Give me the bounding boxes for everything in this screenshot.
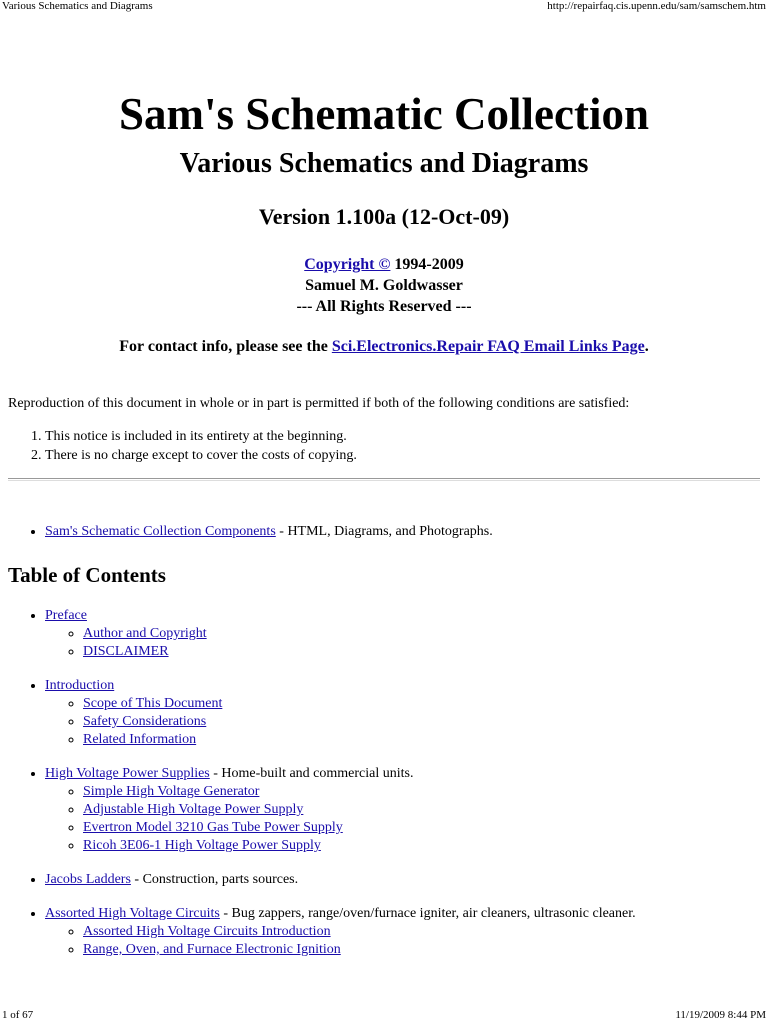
condition-item: 2. There is no charge except to cover the costs of copying. bbox=[45, 446, 357, 465]
rights-notice: --- All Rights Reserved --- bbox=[296, 298, 472, 315]
toc-subsection bbox=[83, 695, 768, 713]
toc-subsection-list bbox=[45, 923, 768, 959]
toc-subsection-link[interactable]: Adjustable High Voltage Power Supply bbox=[83, 802, 304, 817]
toc-subsection-link[interactable]: Related Information bbox=[83, 732, 197, 747]
toc-subsection-link[interactable]: DISCLAIMER bbox=[83, 644, 169, 659]
toc-subsection bbox=[83, 923, 768, 941]
toc-subsection-link[interactable]: Scope of This Document bbox=[83, 696, 223, 711]
document-subtitle: Various Schematics and Diagrams bbox=[179, 148, 589, 179]
components-link[interactable]: Sam's Schematic Collection Components bbox=[45, 524, 276, 539]
toc-subsection-link[interactable]: Range, Oven, and Furnace Electronic Ignition bbox=[83, 942, 341, 957]
toc-subsection bbox=[83, 625, 768, 643]
toc-subsection bbox=[83, 713, 768, 731]
components-desc: - HTML, Diagrams, and Photographs. bbox=[275, 524, 493, 539]
contact-line bbox=[0, 338, 768, 356]
toc-subsection-link[interactable]: Assorted High Voltage Circuits Introduction bbox=[83, 924, 331, 939]
toc-subsection-link[interactable]: Safety Considerations bbox=[83, 714, 207, 729]
version-line: Version 1.100a (12-Oct-09) bbox=[258, 204, 510, 229]
toc-section-desc: - Bug zappers, range/oven/furnace igniter, air cleaners, ultrasonic cleaner. bbox=[219, 906, 636, 921]
page-number: 1 of 67 bbox=[2, 1009, 34, 1021]
toc-subsection bbox=[83, 731, 768, 749]
toc-section-link[interactable]: Jacobs Ladders bbox=[45, 872, 131, 887]
copyright-block bbox=[0, 254, 768, 317]
toc-subsection bbox=[83, 801, 768, 819]
toc-subsection bbox=[83, 941, 768, 959]
toc-subsection-link[interactable]: Evertron Model 3210 Gas Tube Power Supply bbox=[83, 820, 343, 835]
components-list bbox=[8, 523, 493, 541]
toc-subsection bbox=[83, 643, 768, 661]
toc-section-desc: - Construction, parts sources. bbox=[130, 872, 299, 887]
copyright-link[interactable]: Copyright © bbox=[304, 256, 391, 273]
toc-subsection-list bbox=[45, 695, 768, 749]
contact-suffix: . bbox=[644, 338, 649, 355]
contact-prefix: For contact info, please see the bbox=[119, 338, 332, 355]
header-title: Various Schematics and Diagrams bbox=[2, 0, 153, 12]
components-item bbox=[45, 523, 493, 541]
print-header bbox=[0, 0, 768, 12]
print-timestamp: 11/19/2009 8:44 PM bbox=[675, 1009, 766, 1021]
toc-section-link[interactable]: Assorted High Voltage Circuits bbox=[45, 906, 220, 921]
toc-section-link[interactable]: High Voltage Power Supplies bbox=[45, 766, 210, 781]
toc-subsection-link[interactable]: Simple High Voltage Generator bbox=[83, 784, 260, 799]
author-name: Samuel M. Goldwasser bbox=[305, 277, 463, 294]
toc-heading: Table of Contents bbox=[8, 563, 166, 587]
toc-section bbox=[45, 871, 768, 889]
condition-item: 1. This notice is included in its entirety at the beginning. bbox=[45, 427, 357, 446]
toc-subsection bbox=[83, 837, 768, 855]
copyright-line bbox=[0, 254, 768, 275]
toc-subsection-list bbox=[45, 625, 768, 661]
toc-section-desc: - Home-built and commercial units. bbox=[209, 766, 414, 781]
copyright-years: 1994-2009 bbox=[390, 256, 464, 273]
toc-subsection-link[interactable]: Author and Copyright bbox=[83, 626, 207, 641]
toc-section-link[interactable]: Introduction bbox=[45, 678, 115, 693]
toc-section bbox=[45, 607, 768, 661]
conditions-list bbox=[8, 427, 357, 465]
toc-section bbox=[45, 677, 768, 749]
toc-subsection-link[interactable]: Ricoh 3E06-1 High Voltage Power Supply bbox=[83, 838, 321, 853]
section-divider bbox=[8, 478, 760, 481]
document-title: Sam's Schematic Collection bbox=[119, 89, 649, 139]
header-url: http://repairfaq.cis.upenn.edu/sam/samschem.htm bbox=[547, 0, 766, 12]
toc-list bbox=[8, 607, 768, 975]
reproduction-notice: Reproduction of this document in whole or in part is permitted if both of the following conditions are satisfied: bbox=[8, 396, 630, 411]
toc-section-link[interactable]: Preface bbox=[45, 608, 87, 623]
toc-subsection bbox=[83, 783, 768, 801]
toc-section bbox=[45, 905, 768, 959]
toc-section bbox=[45, 765, 768, 855]
toc-subsection bbox=[83, 819, 768, 837]
print-footer bbox=[0, 1009, 768, 1021]
email-links-page-link[interactable]: Sci.Electronics.Repair FAQ Email Links Page bbox=[331, 338, 645, 355]
toc-subsection-list bbox=[45, 783, 768, 855]
